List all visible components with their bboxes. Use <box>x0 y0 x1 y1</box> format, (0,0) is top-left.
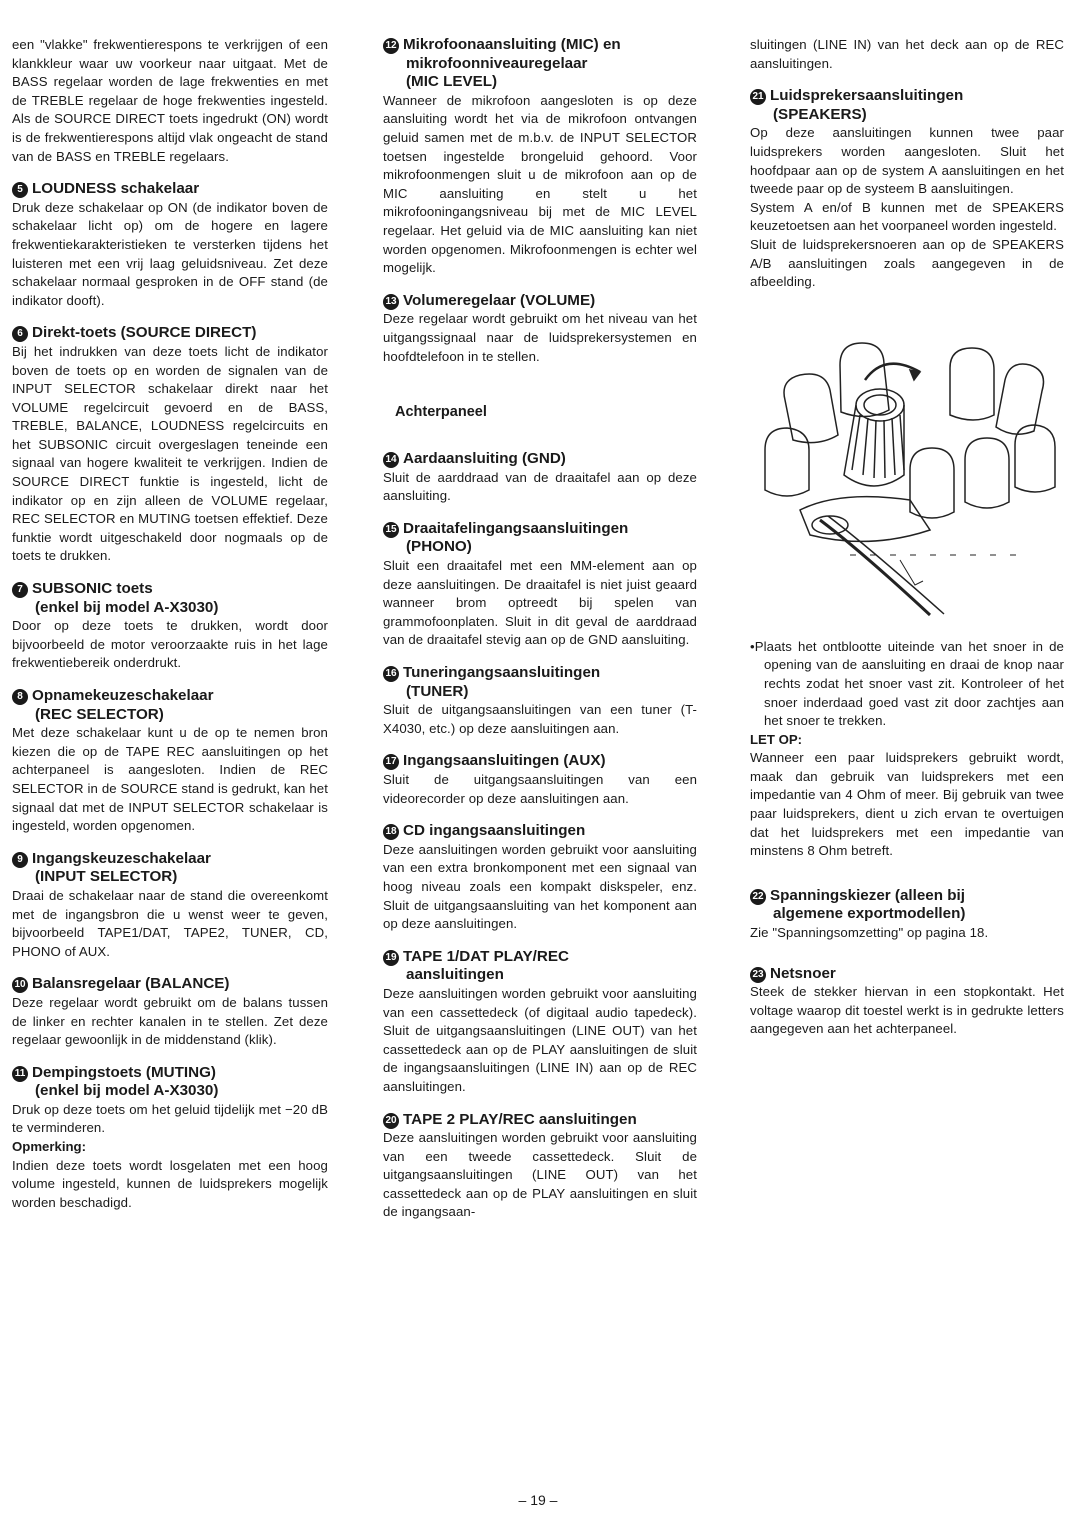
section-14 <box>383 450 697 506</box>
section-heading <box>383 822 697 841</box>
caution-label: LET OP: <box>750 731 803 747</box>
section-13 <box>383 292 697 366</box>
section-title: Dempingstoets (MUTING) <box>32 1063 216 1081</box>
section-body: Sluit een draaitafel met een MM-element aan op deze aansluitingen. De draaitafel is niet juist geaard wanneer brom optreedt bij spelen van grammofoonplaten. Sluit in dit geval de aarddraad van de draaitafel stevig aan op de GND aansluiting. <box>383 558 697 648</box>
section-body: Sluit de aarddraad van de draaitafel aan op deze aansluiting. <box>383 469 697 504</box>
section-heading <box>750 887 1064 924</box>
section-number-badge: 15 <box>383 522 399 538</box>
section-17 <box>383 752 697 808</box>
section-number-badge: 10 <box>12 977 28 993</box>
section-subtitle: mikrofoonniveauregelaar <box>406 54 588 72</box>
section-body-2: System A en/of B kunnen met de SPEAKERS keuzetoetsen aan het voorpaneel worden ingesteld. <box>750 199 1064 234</box>
note-text: Indien deze toets wordt losgelaten met een hoog volume ingesteld, kunnen de luidsprekers mogelijk worden beschadigd. <box>12 1157 328 1210</box>
section-16 <box>383 664 697 738</box>
rear-panel-heading: Achterpaneel <box>395 404 487 421</box>
speaker-terminal-illustration <box>760 320 1060 620</box>
section-number-badge: 13 <box>383 294 399 310</box>
section-heading <box>383 752 697 771</box>
section-10 <box>12 975 328 1049</box>
section-heading <box>383 1111 697 1130</box>
continuation-text: sluitingen (LINE IN) van het deck aan op de REC aansluitingen. <box>750 37 1064 71</box>
section-subtitle: (enkel bij model A-X3030) <box>35 1082 219 1100</box>
section-number-badge: 16 <box>383 666 399 682</box>
section-15 <box>383 520 697 650</box>
section-title: Spanningskiezer (alleen bij <box>770 886 965 904</box>
section-heading <box>750 965 1064 984</box>
section-title: CD ingangsaansluitingen <box>403 822 586 840</box>
section-heading <box>383 520 697 557</box>
section-number-badge: 18 <box>383 824 399 840</box>
section-title: Mikrofoonaansluiting (MIC) en <box>403 36 621 53</box>
bullet-section <box>750 638 1064 861</box>
section-number-badge: 6 <box>12 326 28 342</box>
section-title: LOUDNESS schakelaar <box>32 180 200 198</box>
section-subtitle: (enkel bij model A-X3030) <box>35 598 219 616</box>
section-subtitle: (SPEAKERS) <box>773 105 867 123</box>
section-9 <box>12 850 328 962</box>
section-title: SUBSONIC toets <box>32 580 153 598</box>
section-number-badge: 5 <box>12 182 28 198</box>
section-heading <box>12 580 328 617</box>
section-11 <box>12 1064 328 1213</box>
section-subtitle-2: (MIC LEVEL) <box>406 73 498 91</box>
section-heading <box>12 180 328 199</box>
column-1 <box>12 36 328 1212</box>
note-label: Opmerking: <box>12 1139 87 1155</box>
section-body: Deze aansluitingen worden gebruikt voor aansluiting van een extra bronkomponent met een signaal van hoog niveau zoals een kompakt diskspeler, enz. Sluit de uitgangsaansluiting van het komponent aan op deze aansluitingen. <box>383 841 697 932</box>
column-2 <box>383 36 697 1222</box>
section-heading <box>383 948 697 985</box>
section-body: Bij het indrukken van deze toets licht de indikator boven de toets op en worden de signalen van de INPUT SELECTOR schakelaar direkt naar het VOLUME regelcircuit gevoerd en de BASS, TREBLE, BALANCE, LOUDNESS regelcircuits en het SUBSONIC circuit overgeslagen teneinde een signaal van hogere kwaliteit te verkrijgen. Indien de SOURCE DIRECT funktie is ingesteld, licht de indikator op en zijn alleen de VOLUME regelaar, REC SELECTOR en MUTING toetsen effektief. Deze funktie wordt uitgeschakeld door nogmaals op de toets te drukken. <box>12 343 328 564</box>
section-23 <box>750 965 1064 1039</box>
section-heading <box>383 450 697 469</box>
section-number-badge: 21 <box>750 89 766 105</box>
section-body: Deze aansluitingen worden gebruikt voor aansluiting van een tweede cassettedeck. Sluit de uitgangsaansluitingen (LINE OUT) van het cassettedeck aan op de PLAY aansluitingen en sluit de ingangsaan- <box>383 1130 697 1220</box>
section-title: Opnamekeuzeschakelaar <box>32 687 214 704</box>
section-title: Direkt-toets (SOURCE DIRECT) <box>32 324 257 342</box>
section-title: Ingangsaansluitingen (AUX) <box>403 752 606 770</box>
section-title: Volumeregelaar (VOLUME) <box>403 291 596 309</box>
section-subtitle: algemene exportmodellen) <box>773 905 966 923</box>
section-number-badge: 9 <box>12 852 28 868</box>
section-body: Met deze schakelaar kunt u de op te nemen bron kiezen die op de TAPE REC aansluitingen op het achterpaneel is aangesloten. Indien de REC SELECTOR in de SOURCE stand is gedrukt, kan het signaal dat met de INPUT SELECTOR schakelaar is ingesteld, worden opgenomen. <box>12 725 328 834</box>
section-heading <box>12 975 328 994</box>
section-body: Deze regelaar wordt gebruikt om het niveau van het uitgangssignaal naar de luidsprekersystemen en hoofdtelefoon in te stellen. <box>383 311 697 364</box>
caution-text: Wanneer een paar luidsprekers gebruikt wordt, maak dan gebruik van luidsprekers met een impedantie van 4 Ohm of meer. Bij gebruik van twee paar luidsprekers, dient u zich ervan te overtuigen dat het luidsprekers met een impedantie van minstens 8 Ohm betreft. <box>750 750 1064 859</box>
section-body: Sluit de uitgangsaansluitingen van een videorecorder op deze aansluitingen aan. <box>383 772 697 806</box>
section-body-3: Sluit de luidsprekersnoeren aan op de SPEAKERS A/B aansluitingen zoals aangegeven in de afbeelding. <box>750 236 1064 290</box>
section-heading <box>12 1064 328 1101</box>
section-title: Draaitafelingangsaansluitingen <box>403 519 629 537</box>
continuation-section <box>750 36 1064 73</box>
bullet-text: •Plaats het ontblootte uiteinde van het snoer in de opening van de aansluiting en draai de knop naar rechts zodat het snoer vast zit. Kontroleer of het snoer inderdaad goed vast zit door zachtjes aan het snoer te trekken. <box>750 638 1064 729</box>
section-body: Wanneer de mikrofoon aangesloten is op deze aansluiting wordt het via de mikrofoon ontvangen geluid samen met de m.b.v. de INPUT SELECTOR toetsen ingestelde brongeluid gehoord. Voor mikrofoonmengen sluit u de mikrofoon aan op de MIC aansluiting en stelt u het mikrofooningangsniveau bij met de MIC LEVEL regelaar. Het geluid via de MIC aansluiting kan niet worden opgenomen. Mikrofoonmengen is echter wel mogelijk. <box>383 92 697 276</box>
section-18 <box>383 822 697 934</box>
section-body: Steek de stekker hiervan in een stopkontakt. Het voltage waarop dit toestel werkt is in gedrukte letters aangegeven aan het achterpaneel. <box>750 984 1064 1037</box>
section-21 <box>750 87 1064 292</box>
section-number-badge: 12 <box>383 38 399 54</box>
section-body: Op deze aansluitingen kunnen twee paar luidsprekers worden aangesloten. Sluit het hoofdpaar aan op de system A aansluitingen en het tweede paar op de systeem B aansluitingen. <box>750 125 1064 197</box>
section-8 <box>12 687 328 836</box>
section-body: Sluit de uitgangsaansluitingen van een tuner (T-X4030, etc.) op deze aansluitingen aan. <box>383 702 697 736</box>
section-number-badge: 20 <box>383 1113 399 1129</box>
section-number-badge: 8 <box>12 689 28 705</box>
section-heading <box>12 687 328 724</box>
section-body: Druk deze schakelaar op ON (de indikator boven de schakelaar licht op) om de hogere en lagere frekwentiekarakteristieken te versterken tijdens het luisteren met een vrij laag geluidsniveau. Zet deze schakelaar normaal gesproken in de OFF stand (de indikator dooft). <box>12 199 328 308</box>
section-title: Luidsprekersaansluitingen <box>770 87 964 105</box>
section-20 <box>383 1111 697 1223</box>
section-title: Ingangskeuzeschakelaar <box>32 849 211 867</box>
section-heading <box>383 36 697 92</box>
section-7 <box>12 580 328 673</box>
section-number-badge: 17 <box>383 754 399 770</box>
section-19 <box>383 948 697 1097</box>
section-heading <box>750 87 1064 124</box>
section-heading <box>383 292 697 311</box>
section-body: Druk op deze toets om het geluid tijdelijk met −20 dB te verminderen. <box>12 1101 328 1136</box>
section-number-badge: 23 <box>750 967 766 983</box>
section-number-badge: 7 <box>12 582 28 598</box>
section-title: Aardaansluiting (GND) <box>403 450 566 468</box>
section-number-badge: 11 <box>12 1066 28 1082</box>
section-5 <box>12 180 328 310</box>
section-title: TAPE 2 PLAY/REC aansluitingen <box>403 1110 637 1128</box>
section-heading <box>383 664 697 701</box>
section-number-badge: 22 <box>750 889 766 905</box>
section-body: Door op deze toets te drukken, wordt door bijvoorbeeld de motor veroorzaakte ruis in het lage frekwentiebereik onderdrukt. <box>12 618 328 671</box>
section-subtitle: (PHONO) <box>406 538 472 556</box>
section-22 <box>750 887 1064 943</box>
section-number-badge: 14 <box>383 452 399 468</box>
section-body: Deze regelaar wordt gebruikt om de balans tussen de linker en rechter kanalen in te stellen. Zet deze regelaar gewoonlijk in de middenstand (klik). <box>12 994 328 1048</box>
section-body: Deze aansluitingen worden gebruikt voor aansluiting van een cassettedeck (of digitaal audio tapedeck). Sluit de uitgangsaansluitingen (LINE OUT) van het cassettedeck aan op de PLAY aansluitingen de sluit de ingangsaansluitingen (LINE IN) aan op de REC aansluitingen. <box>383 985 697 1094</box>
intro-section <box>12 36 328 166</box>
section-heading <box>12 324 328 343</box>
section-subtitle: aansluitingen <box>406 966 504 984</box>
section-heading <box>12 850 328 887</box>
column-3 <box>750 36 1064 1039</box>
terminal-drawing <box>760 320 1060 620</box>
section-title: Netsnoer <box>770 964 836 982</box>
section-body: Zie "Spanningsomzetting" op pagina 18. <box>750 925 989 941</box>
section-title: TAPE 1/DAT PLAY/REC <box>403 947 569 965</box>
section-6 <box>12 324 328 566</box>
section-body: Draai de schakelaar naar de stand die overeenkomt met de ingangsbron die u wenst weer te geven, bijvoorbeeld TAPE1/DAT, TAPE2, TUNER, CD, PHONO of AUX. <box>12 887 328 959</box>
section-subtitle: (INPUT SELECTOR) <box>35 868 178 886</box>
section-subtitle: (TUNER) <box>406 682 469 700</box>
section-12 <box>383 36 697 278</box>
section-number-badge: 19 <box>383 950 399 966</box>
intro-text: een "vlakke" frekwentierespons te verkrijgen of een klankkleur waar uw voorkeur naar uitgaat. Met de BASS regelaar worden de lage frekwenties en met de TREBLE regelaar de hoge frekwenties ingesteld. Als de SOURCE DIRECT toets ingedrukt (ON) wordt is de frekwentierespons altijd vlak ongeacht de stand van de BASS en TREBLE regelaars. <box>12 37 328 164</box>
page-number: – 19 – <box>518 1492 558 1508</box>
section-title: Balansregelaar (BALANCE) <box>32 975 230 993</box>
section-title: Tuneringangsaansluitingen <box>403 664 601 682</box>
section-subtitle: (REC SELECTOR) <box>35 705 164 723</box>
